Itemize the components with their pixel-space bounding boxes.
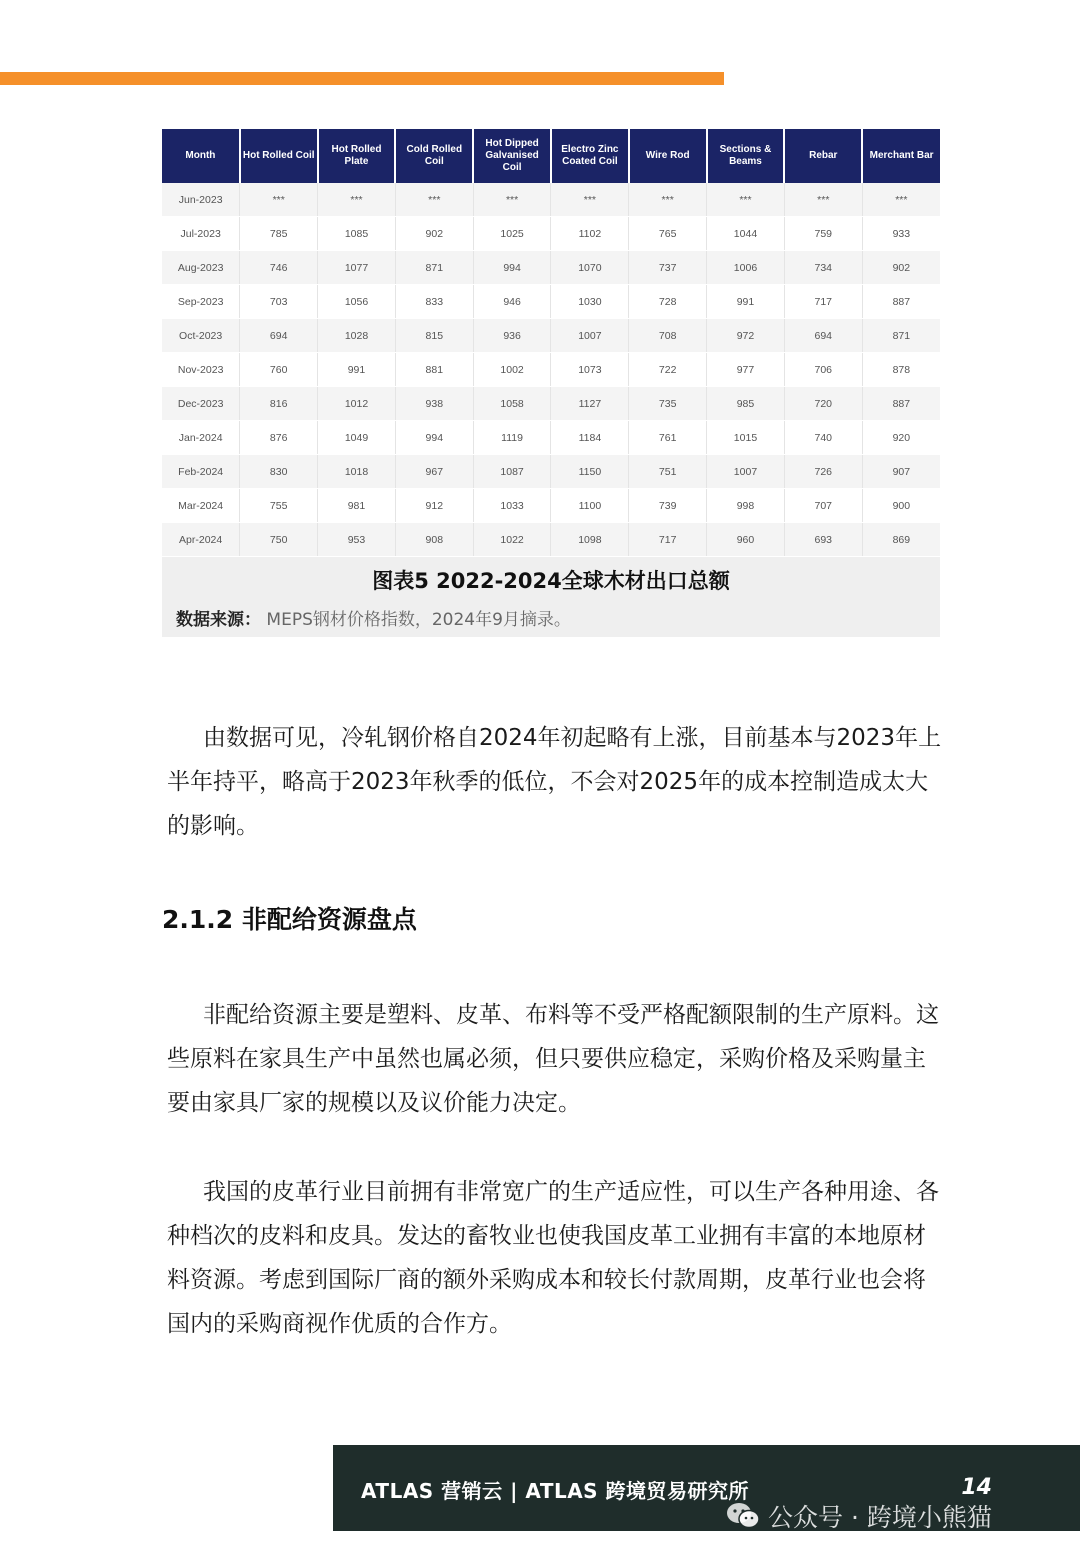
price-cell: 1030 (551, 285, 629, 319)
price-cell: 871 (395, 251, 473, 285)
table-row (162, 319, 940, 353)
price-cell: 920 (862, 421, 940, 455)
price-cell: 1087 (473, 455, 551, 489)
price-cell: 1006 (707, 251, 785, 285)
price-cell: 1127 (551, 387, 629, 421)
column-header: Month (162, 129, 240, 183)
price-cell: 938 (395, 387, 473, 421)
price-cell: *** (240, 183, 318, 217)
price-cell: 751 (629, 455, 707, 489)
price-cell: 1025 (473, 217, 551, 251)
price-cell: *** (862, 183, 940, 217)
price-cell: 703 (240, 285, 318, 319)
price-cell: 1184 (551, 421, 629, 455)
row-month-cell: Aug-2023 (162, 251, 240, 285)
price-cell: 994 (473, 251, 551, 285)
price-cell: 900 (862, 489, 940, 523)
price-cell: 881 (395, 353, 473, 387)
price-cell: 717 (784, 285, 862, 319)
price-cell: 759 (784, 217, 862, 251)
price-cell: 977 (707, 353, 785, 387)
price-cell: *** (707, 183, 785, 217)
price-cell: *** (784, 183, 862, 217)
price-cell: 1119 (473, 421, 551, 455)
price-cell: 998 (707, 489, 785, 523)
price-cell: 1007 (707, 455, 785, 489)
price-cell: 902 (395, 217, 473, 251)
price-cell: 746 (240, 251, 318, 285)
row-month-cell: Jul-2023 (162, 217, 240, 251)
body-paragraph-1: 由数据可见，冷轧钢价格自2024年初起略有上涨，目前基本与2023年上半年持平，略高于2023年秋季的低位，不会对2025年的成本控制造成太大的影响。 (167, 725, 942, 839)
price-cell: 750 (240, 523, 318, 557)
price-cell: 953 (318, 523, 396, 557)
price-cell: 1022 (473, 523, 551, 557)
column-header: Electro Zinc Coated Coil (551, 129, 629, 183)
price-cell: 878 (862, 353, 940, 387)
section-heading: 2.1.2 非配给资源盘点 (162, 905, 417, 934)
price-cell: 912 (395, 489, 473, 523)
price-cell: 908 (395, 523, 473, 557)
price-cell: 755 (240, 489, 318, 523)
price-cell: 1007 (551, 319, 629, 353)
price-cell: 946 (473, 285, 551, 319)
column-header: Hot Rolled Plate (318, 129, 396, 183)
price-cell: 991 (318, 353, 396, 387)
price-cell: *** (551, 183, 629, 217)
price-cell: 981 (318, 489, 396, 523)
price-cell: 887 (862, 387, 940, 421)
price-cell: 1002 (473, 353, 551, 387)
price-cell: 785 (240, 217, 318, 251)
price-cell: *** (473, 183, 551, 217)
price-cell: 717 (629, 523, 707, 557)
price-cell: 1102 (551, 217, 629, 251)
figure-title: 图表5 2022-2024全球木材出口总额 (372, 569, 730, 593)
price-cell: 1058 (473, 387, 551, 421)
row-month-cell: Nov-2023 (162, 353, 240, 387)
price-cell: 1044 (707, 217, 785, 251)
price-cell: *** (629, 183, 707, 217)
table-row (162, 523, 940, 557)
row-month-cell: Sep-2023 (162, 285, 240, 319)
price-cell: 907 (862, 455, 940, 489)
price-cell: 1077 (318, 251, 396, 285)
wechat-icon (726, 1502, 760, 1530)
price-cell: 735 (629, 387, 707, 421)
table-row (162, 353, 940, 387)
table-header-row (162, 129, 940, 183)
page-number: 14 (961, 1475, 992, 1500)
price-cell: 869 (862, 523, 940, 557)
price-cell: 967 (395, 455, 473, 489)
table-row (162, 421, 940, 455)
price-cell: 985 (707, 387, 785, 421)
table-row (162, 387, 940, 421)
price-cell: 1150 (551, 455, 629, 489)
price-cell: *** (395, 183, 473, 217)
price-cell: 1033 (473, 489, 551, 523)
table-row (162, 217, 940, 251)
column-header: Hot Dipped Galvanised Coil (473, 129, 551, 183)
price-cell: 1018 (318, 455, 396, 489)
price-cell: 706 (784, 353, 862, 387)
table-row (162, 251, 940, 285)
price-cell: 740 (784, 421, 862, 455)
price-cell: 1070 (551, 251, 629, 285)
row-month-cell: Mar-2024 (162, 489, 240, 523)
price-cell: 765 (629, 217, 707, 251)
price-cell: 833 (395, 285, 473, 319)
price-cell: 1085 (318, 217, 396, 251)
table-row (162, 455, 940, 489)
price-cell: *** (318, 183, 396, 217)
column-header: Cold Rolled Coil (395, 129, 473, 183)
body-paragraph-3: 我国的皮革行业目前拥有非常宽广的生产适应性，可以生产各种用途、各种档次的皮料和皮具。发达的畜牧业也使我国皮革工业拥有丰富的本地原材料资源。考虑到国际厂商的额外采购成本和较长付款周期，皮革行业也会将国内的采购商视作优质的合作方。 (167, 1179, 939, 1337)
price-cell: 707 (784, 489, 862, 523)
price-cell: 1015 (707, 421, 785, 455)
row-month-cell: Feb-2024 (162, 455, 240, 489)
price-table-figure (162, 129, 940, 637)
table-row (162, 285, 940, 319)
price-cell: 737 (629, 251, 707, 285)
price-cell: 1098 (551, 523, 629, 557)
price-cell: 708 (629, 319, 707, 353)
table-row (162, 489, 940, 523)
price-cell: 739 (629, 489, 707, 523)
price-cell: 726 (784, 455, 862, 489)
column-header: Wire Rod (629, 129, 707, 183)
row-month-cell: Jan-2024 (162, 421, 240, 455)
price-cell: 1056 (318, 285, 396, 319)
figure-caption (162, 557, 940, 637)
price-cell: 887 (862, 285, 940, 319)
price-cell: 960 (707, 523, 785, 557)
price-cell: 694 (784, 319, 862, 353)
price-cell: 1049 (318, 421, 396, 455)
source-label: 数据来源： (176, 610, 261, 630)
watermark-text: 公众号 · 跨境小熊猫 (768, 1503, 992, 1532)
body-paragraph-2: 非配给资源主要是塑料、皮革、布料等不受严格配额限制的生产原料。这些原料在家具生产中虽然也属必须，但只要供应稳定，采购价格及采购量主要由家具厂家的规模以及议价能力决定。 (167, 1002, 939, 1116)
column-header: Hot Rolled Coil (240, 129, 318, 183)
price-cell: 720 (784, 387, 862, 421)
price-cell: 994 (395, 421, 473, 455)
top-accent-bar (0, 72, 724, 85)
steel-price-table (162, 129, 940, 557)
price-cell: 902 (862, 251, 940, 285)
price-cell: 1028 (318, 319, 396, 353)
price-cell: 728 (629, 285, 707, 319)
price-cell: 722 (629, 353, 707, 387)
price-cell: 760 (240, 353, 318, 387)
price-cell: 830 (240, 455, 318, 489)
price-cell: 876 (240, 421, 318, 455)
source-text: MEPS钢材价格指数，2024年9月摘录。 (266, 610, 571, 630)
figure-source (176, 605, 571, 630)
row-month-cell: Oct-2023 (162, 319, 240, 353)
price-cell: 1100 (551, 489, 629, 523)
price-cell: 1073 (551, 353, 629, 387)
price-cell: 936 (473, 319, 551, 353)
price-cell: 734 (784, 251, 862, 285)
price-cell: 1012 (318, 387, 396, 421)
row-month-cell: Jun-2023 (162, 183, 240, 217)
price-cell: 991 (707, 285, 785, 319)
price-cell: 933 (862, 217, 940, 251)
column-header: Merchant Bar (862, 129, 940, 183)
price-cell: 816 (240, 387, 318, 421)
price-cell: 694 (240, 319, 318, 353)
column-header: Sections & Beams (707, 129, 785, 183)
watermark (726, 1498, 992, 1534)
price-cell: 761 (629, 421, 707, 455)
table-row (162, 183, 940, 217)
price-cell: 815 (395, 319, 473, 353)
price-cell: 871 (862, 319, 940, 353)
column-header: Rebar (784, 129, 862, 183)
row-month-cell: Dec-2023 (162, 387, 240, 421)
row-month-cell: Apr-2024 (162, 523, 240, 557)
price-cell: 693 (784, 523, 862, 557)
footer-brand: ATLAS 营销云 | ATLAS 跨境贸易研究所 (361, 1479, 750, 1503)
price-cell: 972 (707, 319, 785, 353)
